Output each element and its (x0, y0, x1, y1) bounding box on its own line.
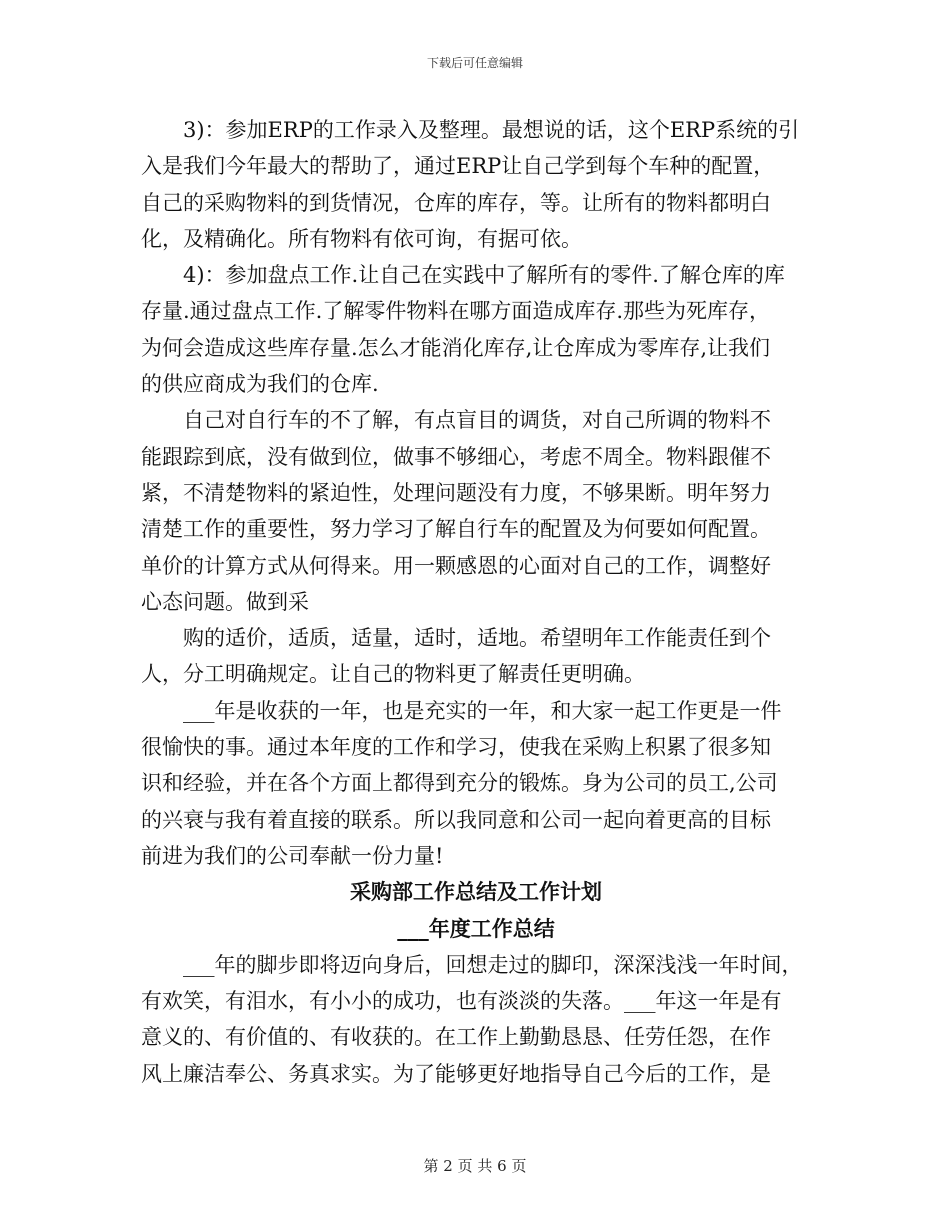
document-subtitle: ___年度工作总结 (397, 915, 555, 941)
text-line: 的兴衰与我有着直接的联系。所以我同意和公司一起向着更高的目标 (141, 807, 771, 832)
text-line: 3)：参加ERP的工作录入及整理。最想说的话，这个ERP系统的引 (183, 118, 800, 142)
document-body (141, 112, 811, 1092)
text-line: ___年是收获的一年，也是充实的一年，和大家一起工作更是一件 (183, 698, 782, 723)
text-line: 前进为我们的公司奉献一份力量! (141, 843, 444, 868)
text-line: 单价的计算方式从何得来。用一颗感恩的心面对自己的工作，调整好 (141, 553, 771, 578)
page-footer: 第 2 页 共 6 页 (423, 1157, 527, 1175)
text-line: 自己的采购物料的到货情况，仓库的库存，等。让所有的物料都明白 (141, 190, 771, 215)
text-line: 心态问题。做到采 (141, 589, 309, 614)
text-line: 入是我们今年最大的帮助了，通过ERP让自己学到每个车种的配置， (141, 154, 775, 179)
text-line: ___年的脚步即将迈向身后，回想走过的脚印，深深浅浅一年时间， (183, 952, 803, 977)
text-line: 存量.通过盘点工作.了解零件物料在哪方面造成库存.那些为死库存， (141, 299, 771, 324)
document-title: 采购部工作总结及工作计划 (350, 879, 602, 905)
text-line: 紧，不清楚物料的紧迫性，处理问题没有力度，不够果断。明年努力 (141, 480, 771, 505)
text-line: 识和经验，并在各个方面上都得到充分的锻炼。身为公司的员工,公司 (141, 771, 778, 796)
text-line: 自己对自行车的不了解，有点盲目的调货，对自己所调的物料不 (183, 408, 771, 433)
summary-section (141, 112, 811, 874)
text-line: 的供应商成为我们的仓库. (141, 372, 379, 397)
text-line: 人，分工明确规定。让自己的物料更了解责任更明确。 (141, 662, 645, 687)
text-line: 能跟踪到底，没有做到位，做事不够细心，考虑不周全。物料跟催不 (141, 444, 771, 469)
text-line: 风上廉洁奉公、务真求实。为了能够更好地指导自己今后的工作，是 (141, 1061, 771, 1086)
text-line: 有欢笑，有泪水，有小小的成功，也有淡淡的失落。___年这一年是有 (141, 989, 782, 1014)
text-line: 为何会造成这些库存量.怎么才能消化库存,让仓库成为零库存,让我们 (141, 335, 771, 360)
text-line: 清楚工作的重要性，努力学习了解自行车的配置及为何要如何配置。 (141, 517, 771, 542)
text-line: 意义的、有价值的、有收获的。在工作上勤勤恳恳、任劳任怨，在作 (141, 1025, 771, 1050)
text-line: 很愉快的事。通过本年度的工作和学习，使我在采购上积累了很多知 (141, 735, 771, 760)
page-header: 下载后可任意编辑 (426, 56, 523, 70)
text-line: 购的适价，适质，适量，适时，适地。希望明年工作能责任到个 (183, 626, 771, 651)
annual-summary-section (141, 947, 811, 1092)
text-line: 4)：参加盘点工作.让自己在实践中了解所有的零件.了解仓库的库 (183, 263, 785, 288)
text-line: 化，及精确化。所有物料有依可询，有据可依。 (141, 226, 582, 251)
